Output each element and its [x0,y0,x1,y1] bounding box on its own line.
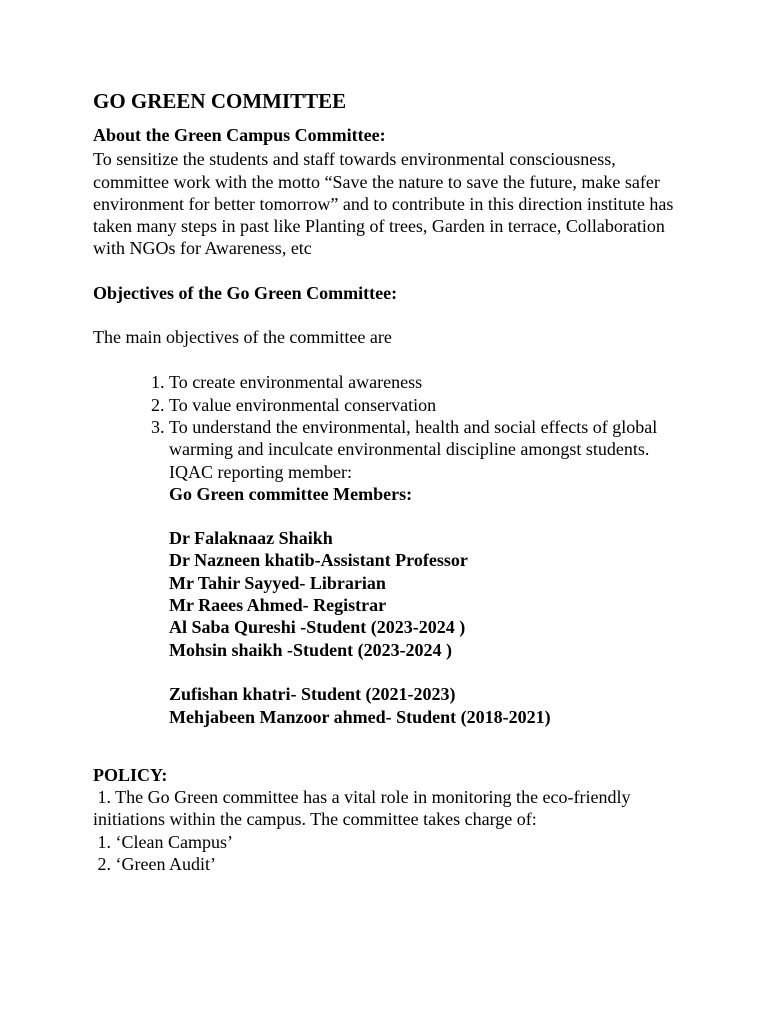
policy-section [93,764,683,875]
objectives-intro: The main objectives of the committee are [93,327,392,348]
objective-item: 3. To understand the environmental, health and social effects of global warming and inculcate environmental discipline amongst students. [169,416,683,461]
spacer [169,661,683,683]
about-paragraph: To sensitize the students and staff towards environmental consciousness, committee work with the motto “Save the nature to save the future, make safer environment for better tomorrow” and to contribute in this direction institute has taken many steps in past like Planting of trees, Garden in terrace, Collaboration with NGOs for Awareness, etc [93,149,674,259]
iqac-label: IQAC reporting member: [169,461,352,482]
members-heading: Go Green committee Members: [169,483,413,504]
member-name: Mr Raees Ahmed- Registrar [169,595,387,616]
about-heading [93,124,683,146]
member-name: Dr Nazneen khatib-Assistant Professor [169,550,468,571]
objectives-list [93,371,683,460]
members-list [93,527,683,728]
member-name: Al Saba Qureshi -Student (2023-2024 ) [169,617,466,638]
member-name: Dr Falaknaaz Shaikh [169,528,333,549]
about-heading-colon: : [379,125,386,145]
document-page [93,88,683,875]
member-name: Mr Tahir Sayyed- Librarian [169,572,386,593]
objectives-heading: Objectives of the Go Green Committee: [93,282,398,303]
policy-paragraph: 1. The Go Green committee has a vital role in monitoring the eco-friendly initiations within the campus. The committee takes charge of: [93,787,636,830]
member-name: Mehjabeen Manzoor ahmed- Student (2018-2021) [169,706,551,727]
about-heading-text: About the Green Campus Committee [93,125,380,145]
policy-item: 2. ‘Green Audit’ [93,854,216,875]
objective-item: 1. To create environmental awareness [169,371,683,393]
page-title: GO GREEN COMMITTEE [93,89,347,113]
objective-item: 2. To value environmental conservation [169,394,683,416]
member-name: Zufishan khatri- Student (2021-2023) [169,684,456,705]
member-name: Mohsin shaikh -Student (2023-2024 ) [169,639,453,660]
policy-heading: POLICY: [93,764,168,785]
policy-item: 1. ‘Clean Campus’ [93,831,233,852]
